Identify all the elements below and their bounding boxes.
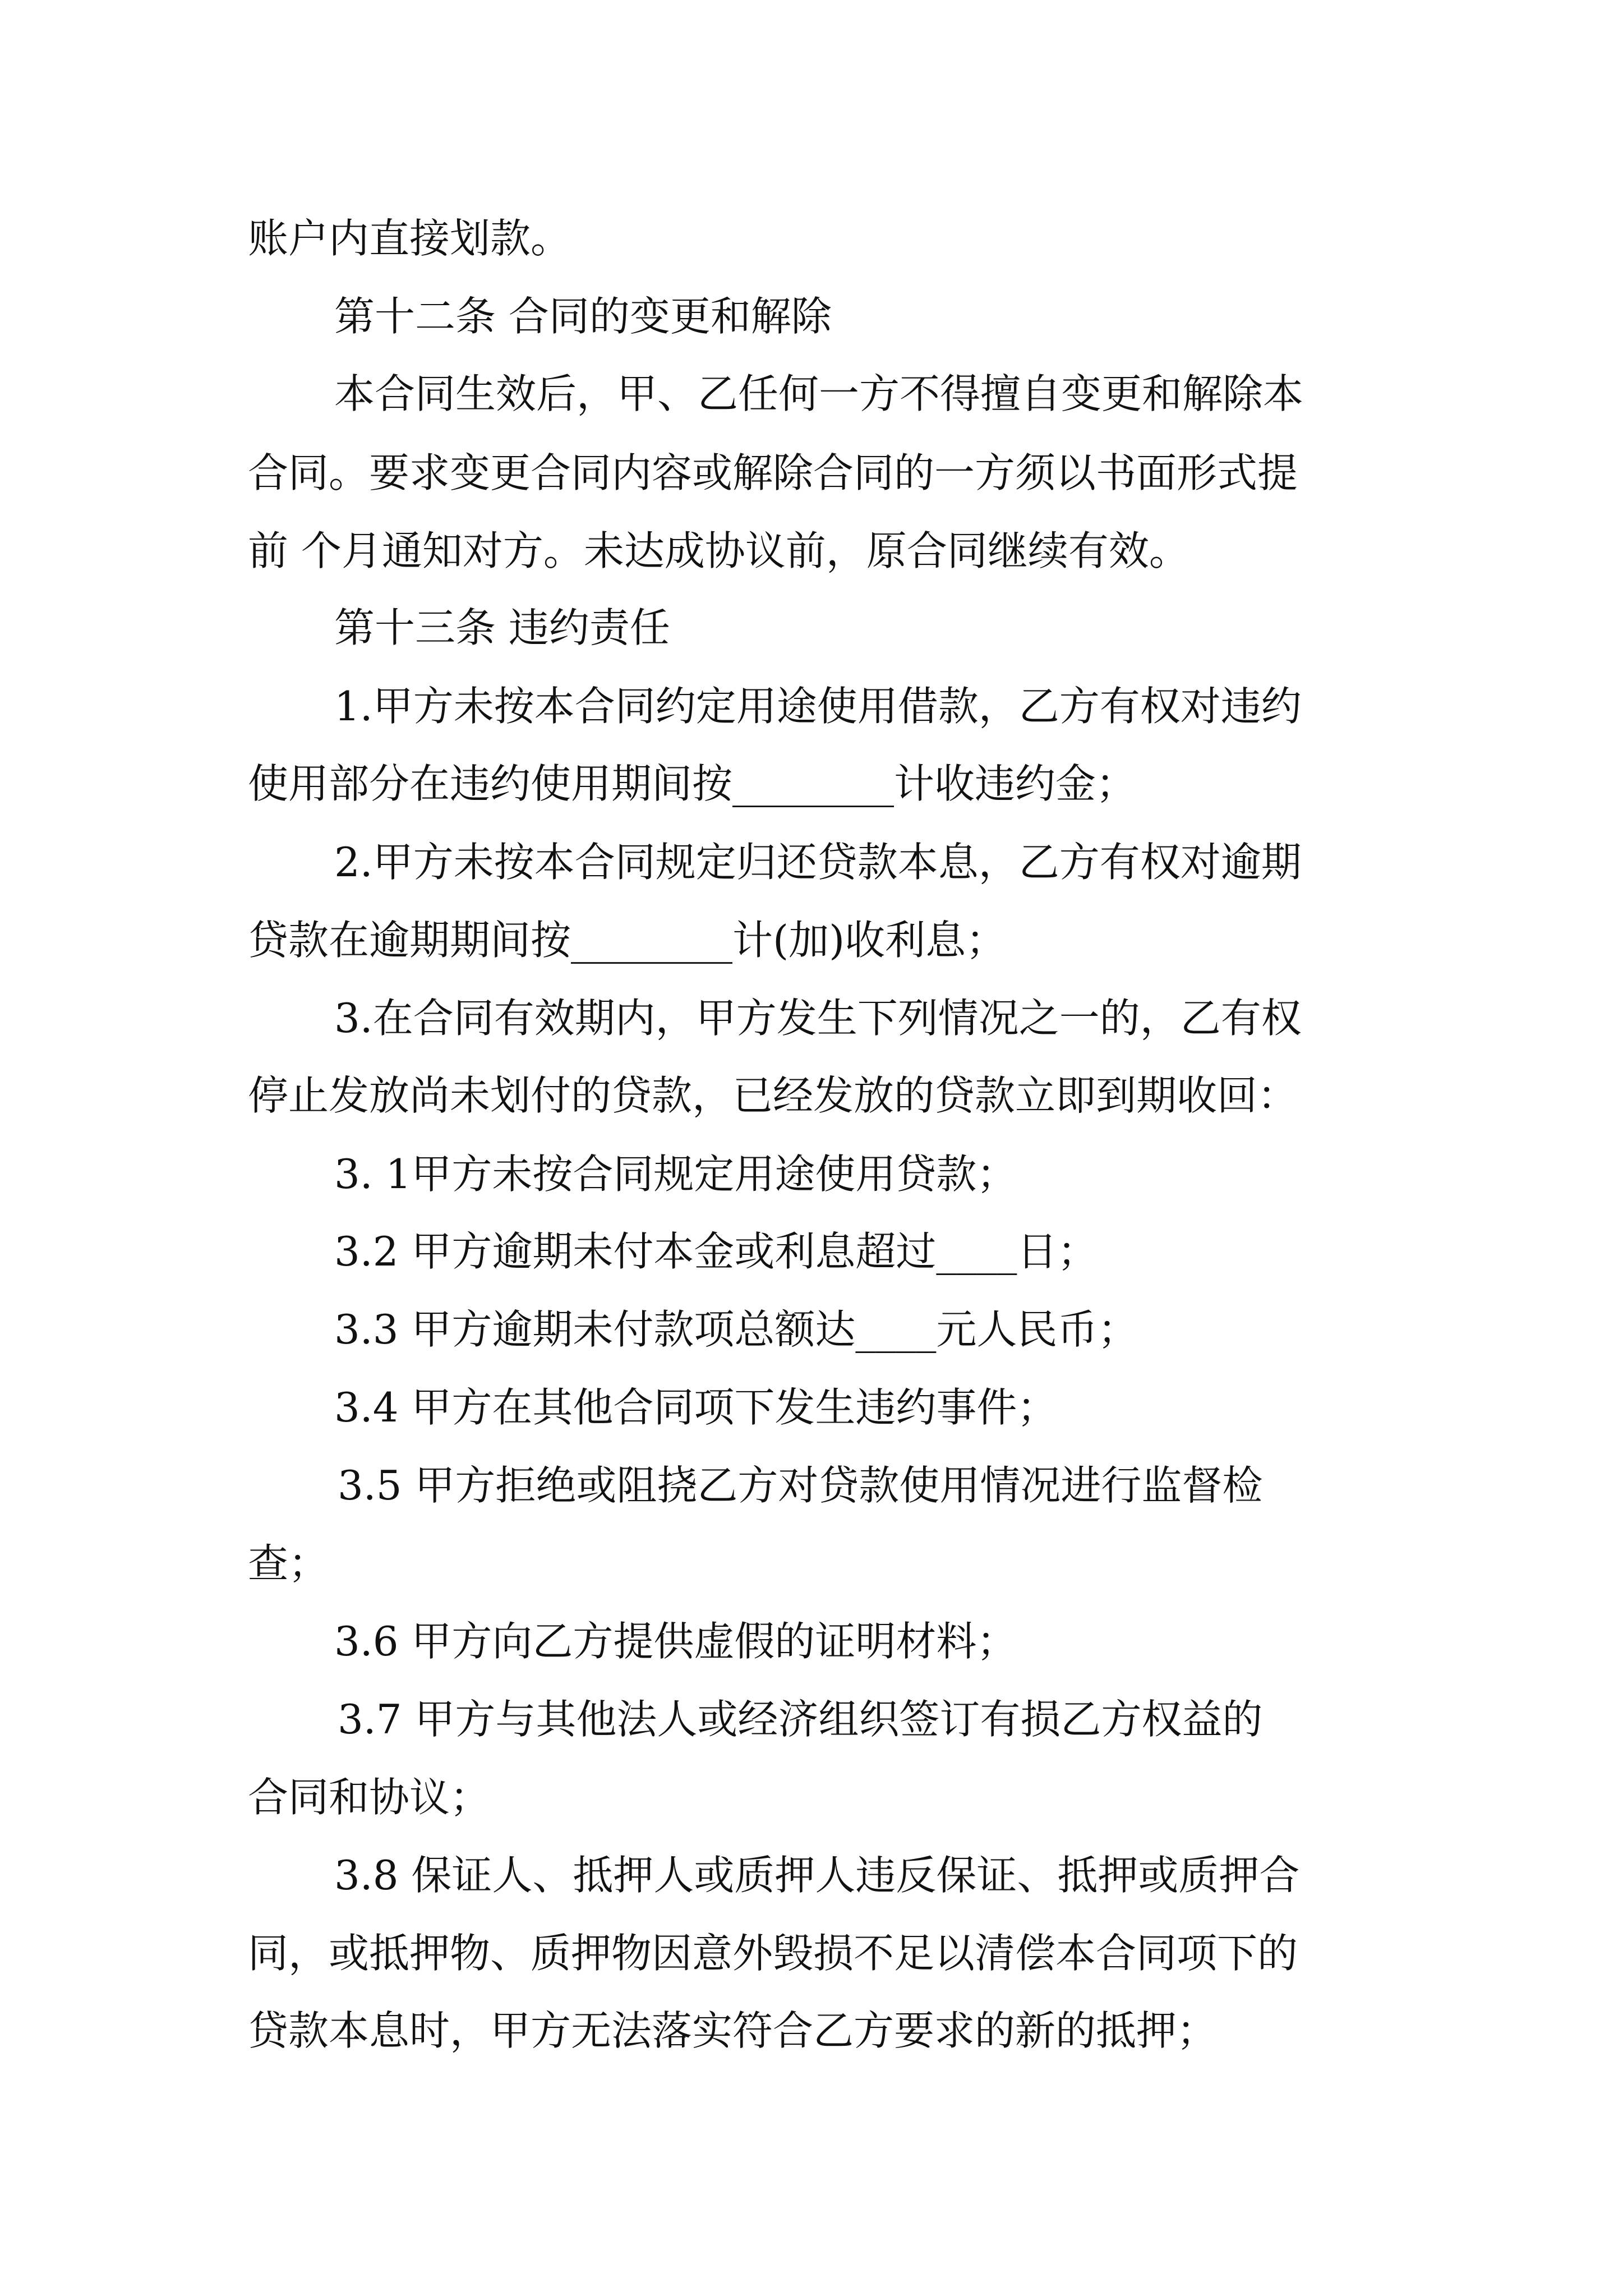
text-line: 贷款本息时，甲方无法落实符合乙方要求的新的抵押； [248, 2007, 1218, 2054]
text-line: 贷款在逾期期间按________计(加)收利息； [248, 917, 1007, 964]
list-item: 3.2 甲方逾期未付本金或利息超过____日； [334, 1228, 1098, 1275]
text-line: 本合同生效后，甲、乙任何一方不得擅自变更和解除本 [334, 370, 1304, 417]
text-line: 合同。要求变更合同内容或解除合同的一方须以书面形式提 [248, 449, 1298, 496]
list-item: 3.3 甲方逾期未付款项总额达____元人民币； [334, 1306, 1138, 1353]
text-line: 账户内直接划款。 [248, 215, 571, 262]
text-line: 使用部分在违约使用期间按________计收违约金； [248, 760, 1137, 807]
text-line: 3.在合同有效期内，甲方发生下列情况之一的，乙有权 [334, 995, 1302, 1042]
list-item: 3.5 甲方拒绝或阻挠乙方对贷款使用情况进行监督检 [338, 1462, 1263, 1509]
list-item: 3.7 甲方与其他法人或经济组织签订有损乙方权益的 [338, 1696, 1263, 1743]
list-item: 3.4 甲方在其他合同项下发生违约事件； [334, 1384, 1058, 1431]
text-line: 合同和协议； [248, 1774, 491, 1821]
text-line: 1.甲方未按本合同约定用途使用借款，乙方有权对违约 [334, 683, 1302, 730]
text-line: 停止发放尚未划付的贷款，已经发放的贷款立即到期收回： [248, 1072, 1298, 1119]
text-line: 2.甲方未按本合同规定归还贷款本息，乙方有权对逾期 [334, 839, 1302, 886]
list-item: 3.8 保证人、抵押人或质押人违反保证、抵押或质押合 [334, 1852, 1300, 1899]
text-line: 查； [248, 1540, 329, 1587]
list-item: 3.6 甲方向乙方提供虚假的证明材料； [334, 1618, 1017, 1665]
text-line: 前 个月通知对方。未达成协议前，原合同继续有效。 [248, 527, 1189, 574]
list-item: 3. 1甲方未按合同规定用途使用贷款； [334, 1151, 1017, 1198]
section-heading: 第十二条 合同的变更和解除 [334, 293, 832, 340]
section-heading: 第十三条 违约责任 [334, 604, 670, 651]
text-line: 同，或抵押物、质押物因意外毁损不足以清偿本合同项下的 [248, 1930, 1298, 1977]
